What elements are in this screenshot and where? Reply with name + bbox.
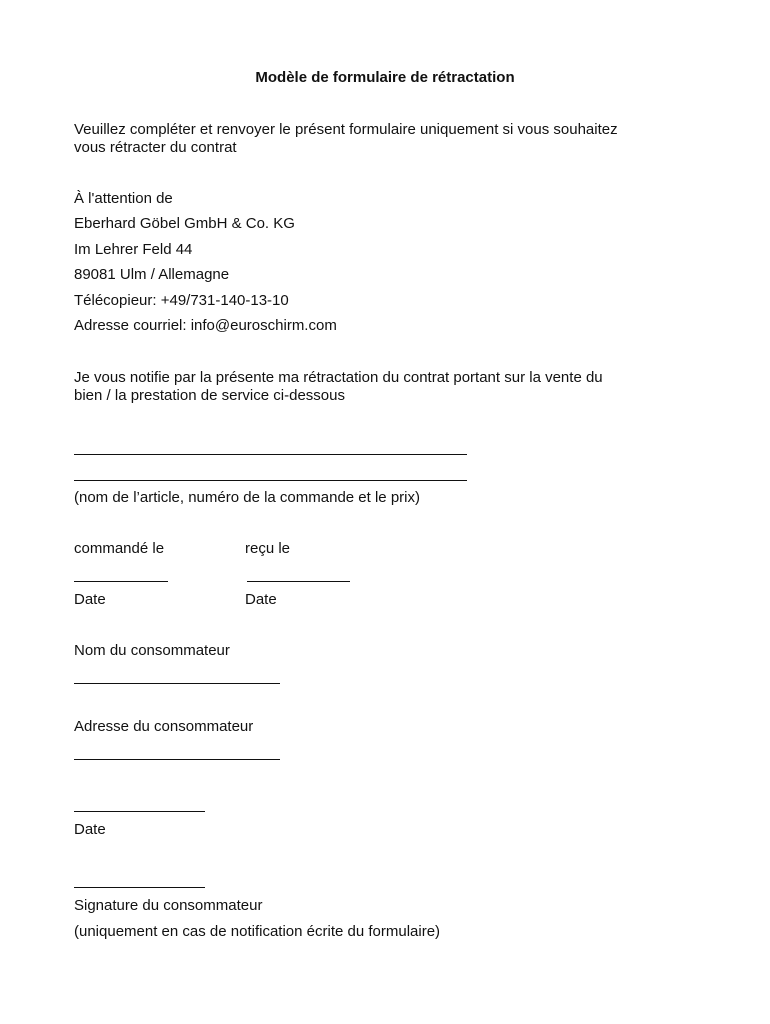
received-date-line[interactable] — [247, 581, 350, 582]
intro-line-2: vous rétracter du contrat — [74, 139, 237, 156]
notice-line-2: bien / la prestation de service ci-dessous — [74, 387, 345, 404]
notice-line-1: Je vous notifie par la présente ma rétractation du contrat portant sur la vente du — [74, 369, 603, 386]
recipient-city: 89081 Ulm / Allemagne — [74, 266, 230, 283]
recipient-attention: À l'attention de — [74, 190, 173, 207]
recipient-fax: Télécopieur: +49/731-140-13-10 — [74, 292, 289, 309]
recipient-email: Adresse courriel: info@euroschirm.com — [74, 317, 337, 334]
consumer-address-label: Adresse du consommateur — [74, 718, 254, 735]
ordered-date-line[interactable] — [74, 581, 168, 582]
page-title: Modèle de formulaire de rétractation — [255, 69, 515, 86]
ordered-date-caption: Date — [74, 591, 106, 608]
signature-note: (uniquement en cas de notification écrite du formulaire) — [74, 923, 441, 940]
recipient-company: Eberhard Göbel GmbH & Co. KG — [74, 215, 295, 232]
signature-line[interactable] — [74, 887, 205, 888]
consumer-name-line[interactable] — [74, 683, 280, 684]
ordered-label: commandé le — [74, 540, 165, 557]
received-label: reçu le — [245, 540, 291, 557]
article-blank-line-1[interactable] — [74, 454, 467, 455]
date-line[interactable] — [74, 811, 205, 812]
recipient-street: Im Lehrer Feld 44 — [74, 241, 193, 258]
consumer-address-line[interactable] — [74, 759, 280, 760]
signature-label: Signature du consommateur — [74, 897, 263, 914]
consumer-name-label: Nom du consommateur — [74, 642, 230, 659]
intro-line-1: Veuillez compléter et renvoyer le présent formulaire uniquement si vous souhaitez — [74, 121, 618, 138]
received-date-caption: Date — [245, 591, 277, 608]
date-caption: Date — [74, 821, 106, 838]
article-caption: (nom de l’article, numéro de la commande et le prix) — [74, 489, 420, 506]
article-blank-line-2[interactable] — [74, 480, 467, 481]
